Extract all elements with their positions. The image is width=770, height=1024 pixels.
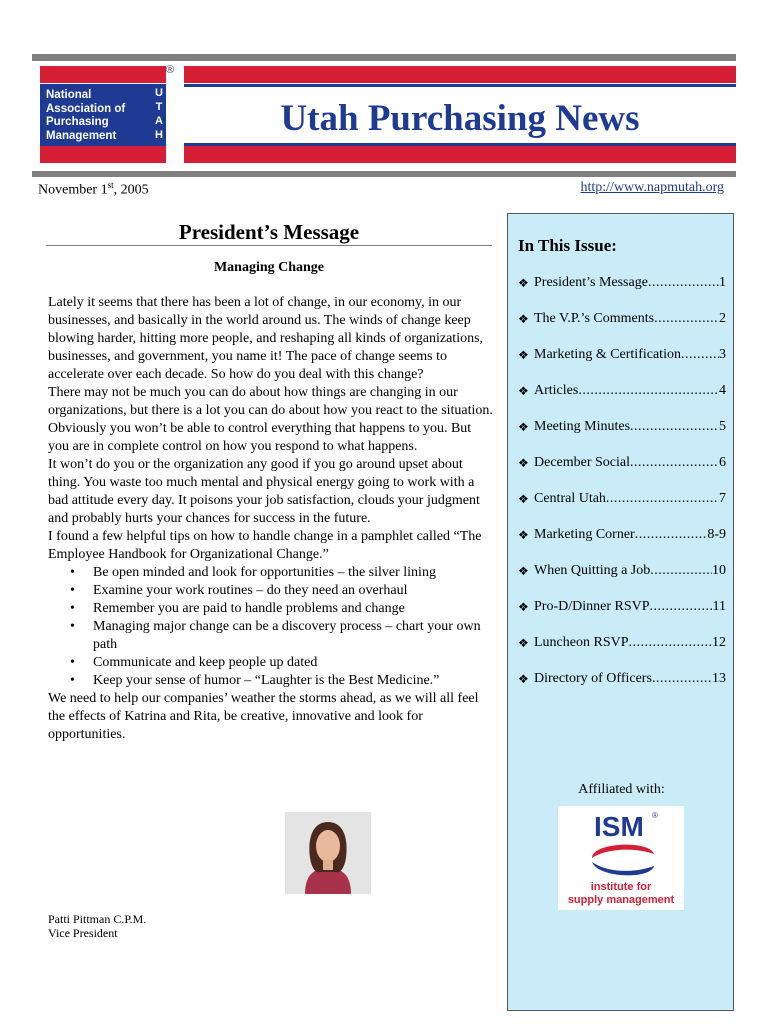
toc-leader [635,526,708,562]
in-this-issue-sidebar [507,213,734,1011]
toc-page: 1 [719,275,726,290]
tip-item: • Keep your sense of humor – “Laughter is the Best Medicine.” [48,672,494,690]
website-link[interactable]: http://www.napmutah.org [580,180,724,195]
toc-item[interactable] [518,562,726,598]
toc-page: 3 [719,347,726,362]
toc-leader [650,562,712,598]
tip-item: • Managing major change can be a discovery process – chart your own path [48,618,494,654]
toc-item[interactable] [518,274,726,310]
toc-item[interactable] [518,526,726,562]
toc-label: Marketing & Certification [534,347,681,362]
toc-item[interactable] [518,634,726,670]
article-paragraph: Lately it seems that there has been a lot of change, in our economy, in our businesses, and basically in the world around us. The winds of change keep blowing harder, hitting more people, and reshaping all kinds of organizations, businesses, and government, you name it! The pace of change seems to accelerate over each decade. So how do you deal with this change? [48,295,484,382]
toc-item[interactable] [518,310,726,346]
toc-label: When Quitting a Job [534,563,651,578]
toc-item[interactable] [518,454,726,490]
signature-title: Vice President [48,926,118,940]
utah-letter: T [155,101,163,113]
tip-item: • Remember you are paid to handle problems and change [48,600,494,618]
toc-label: Luncheon RSVP [534,635,629,650]
toc-page: 6 [719,455,726,470]
toc-page: 10 [712,563,726,578]
toc-item[interactable] [518,346,726,382]
toc-label: Central Utah [534,491,606,506]
date-rule [32,171,736,177]
tip-item: • Be open minded and look for opportunities – the silver lining [48,564,494,582]
logo-red-band-bottom [40,146,166,163]
toc-leader [652,670,712,706]
toc-page: 7 [719,491,726,506]
diamond-bullet-icon: ❖ [518,636,529,650]
table-of-contents [518,274,726,706]
toc-label: Directory of Officers [534,671,652,686]
toc-label: The V.P.’s Comments [534,311,655,326]
title-rule [46,245,492,246]
signature-name: Patti Pittman C.P.M. [48,912,147,926]
portrait-image [285,812,371,894]
toc-page: 2 [719,311,726,326]
toc-item[interactable] [518,490,726,526]
toc-page: 5 [719,419,726,434]
toc-page: 12 [712,635,726,650]
ism-initials: ISM [594,811,644,842]
toc-leader [630,454,719,490]
diamond-bullet-icon: ❖ [518,600,529,614]
toc-leader [648,274,719,310]
tip-item: • Examine your work routines – do they need an overhaul [48,582,494,600]
diamond-bullet-icon: ❖ [518,492,529,506]
diamond-bullet-icon: ❖ [518,456,529,470]
diamond-bullet-icon: ❖ [518,312,529,326]
toc-page: 13 [712,671,726,686]
toc-item[interactable] [518,382,726,418]
utah-letter: H [155,129,163,141]
top-rule [32,54,736,61]
date-year: , 2005 [113,182,149,198]
diamond-bullet-icon: ❖ [518,672,529,686]
toc-leader [681,346,719,382]
date-main: November 1 [38,182,108,198]
toc-page: 4 [719,383,726,398]
logo-line: National [46,89,92,101]
toc-label: Articles [534,383,579,398]
tips-list [48,564,494,690]
toc-leader [606,490,719,526]
author-photo [285,812,371,894]
article-title: President’s Message [178,220,360,244]
toc-leader [578,382,719,418]
affiliated-label: Affiliated with: [578,782,665,797]
ism-line2: supply management [567,894,675,906]
logo-line: Purchasing [46,116,109,128]
toc-item[interactable] [518,418,726,454]
diamond-bullet-icon: ❖ [518,276,529,290]
ism-line1: institute for [590,881,652,893]
article-closing: We need to help our companies’ weather the storms ahead, as we will all feel the effects of Katrina and Rita, be creative, innovative and look for opportunities. [48,691,479,742]
diamond-bullet-icon: ❖ [518,348,529,362]
sidebar-heading: In This Issue: [518,236,617,255]
title-red-band-bottom [184,146,736,163]
article-body [48,294,494,744]
toc-label: December Social [534,455,631,470]
article-paragraph: I found a few helpful tips on how to handle change in a pamphlet called “The Employee Handbook for Organizational Change.” [48,529,482,562]
toc-leader [650,598,713,634]
ism-logo [558,806,684,910]
logo-red-band [40,66,166,83]
logo-line: Association of [46,102,126,115]
article-subtitle: Managing Change [213,260,325,275]
logo-line: Management [46,129,117,142]
toc-label: President’s Message [534,275,648,290]
utah-letters [152,84,166,146]
ism-registered-mark: ® [652,811,658,820]
toc-item[interactable] [518,670,726,706]
toc-label: Pro-D/Dinner RSVP [534,599,650,614]
diamond-bullet-icon: ❖ [518,384,529,398]
issue-date [38,180,149,199]
masthead-title-panel [184,84,736,146]
newsletter-title: Utah Purchasing News [280,98,640,139]
napm-logo [40,84,152,146]
toc-leader [630,418,719,454]
utah-letter: U [155,87,163,99]
toc-page: 8-9 [707,527,726,542]
ism-logo-graphic [558,806,684,910]
toc-item[interactable] [518,598,726,634]
registered-mark: ® [166,64,175,76]
toc-label: Meeting Minutes [534,419,631,434]
toc-leader [629,634,713,670]
title-red-band-top [184,66,736,83]
tip-item: • Communicate and keep people up dated [48,654,494,672]
diamond-bullet-icon: ❖ [518,528,529,542]
date-suffix: st [107,180,114,190]
article-paragraph: There may not be much you can do about how things are changing in our organizations, but there is a lot you can do about how you react to the situation. Obviously you won’t be able to control everything that happens to you. But you are in complete control on how you respond to what happens. [48,385,493,454]
toc-leader [654,310,719,346]
toc-page: 11 [712,599,726,614]
diamond-bullet-icon: ❖ [518,564,529,578]
article-paragraph: It won’t do you or the organization any good if you go around upset about thing. You waste too much mental and physical energy going to work with a bad attitude every day. It poisons your job satisfaction, clouds your judgment and probably hurts your chances for success in the future. [48,457,480,526]
utah-letter: A [155,115,163,127]
diamond-bullet-icon: ❖ [518,420,529,434]
toc-label: Marketing Corner [534,527,635,542]
